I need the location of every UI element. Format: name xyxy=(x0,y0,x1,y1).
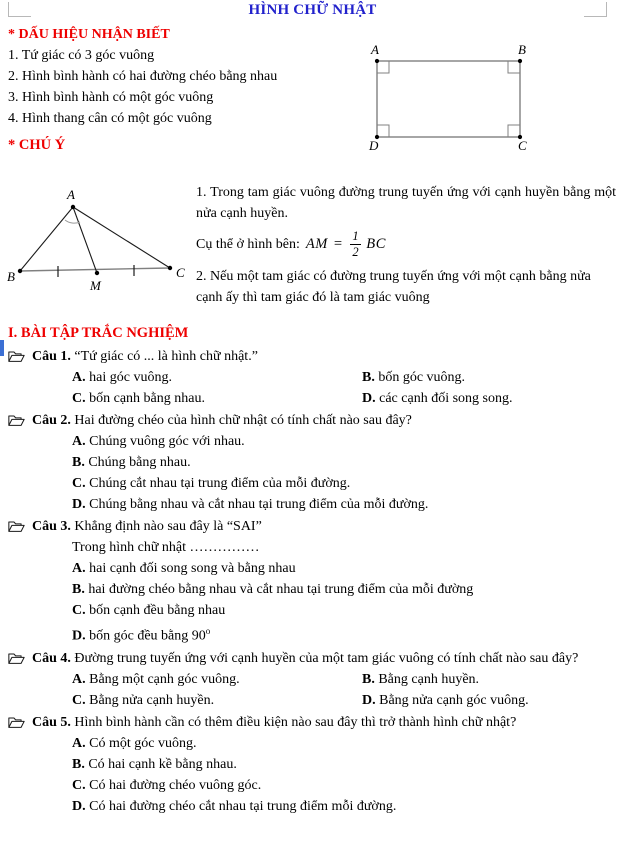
sign-item-4: 4. Hình thang cân có một góc vuông xyxy=(8,111,212,126)
answer-option-a[interactable] xyxy=(72,558,620,579)
note-item-1: 1. Trong tam giác vuông đường trung tuyến ứng với cạnh huyền bằng một nửa cạnh huyền. xyxy=(196,185,616,221)
question-block xyxy=(8,712,620,817)
option-text: Bằng một cạnh góc vuông. xyxy=(85,671,240,687)
option-letter: A. xyxy=(72,561,86,576)
option-letter: D. xyxy=(72,798,86,814)
answer-option-b[interactable] xyxy=(72,754,620,775)
answer-option-a[interactable] xyxy=(72,669,346,690)
option-text: hai đường chéo bằng nhau và cắt nhau tại trung điểm của mỗi đường xyxy=(84,582,474,597)
question-stem xyxy=(8,346,620,367)
question-text: Khẳng định nào sau đây là “SAI” xyxy=(70,519,262,534)
option-letter: A. xyxy=(72,735,86,751)
option-text: Chúng vuông góc với nhau. xyxy=(85,434,245,449)
option-text: Chúng cắt nhau tại trung điểm của mỗi đường. xyxy=(85,476,351,491)
question-label: Câu 3. xyxy=(32,519,71,534)
answer-options xyxy=(8,431,620,515)
option-text: hai góc vuông. xyxy=(85,370,172,385)
option-letter: D. xyxy=(362,692,376,708)
answer-option-c[interactable] xyxy=(72,775,620,796)
formula-right-term: BC xyxy=(366,235,386,252)
question-stem xyxy=(8,648,620,669)
questions-list xyxy=(8,346,620,817)
answer-option-a[interactable] xyxy=(72,431,620,452)
option-text: các cạnh đối song song. xyxy=(375,391,513,406)
answer-option-b[interactable] xyxy=(346,367,620,388)
svg-text:B: B xyxy=(7,269,15,284)
question-label: Câu 2. xyxy=(32,413,71,428)
svg-text:M: M xyxy=(90,278,101,293)
question-block xyxy=(8,410,620,515)
quiz-section xyxy=(8,325,620,818)
formula-fraction-one-half xyxy=(350,230,361,258)
sign-item-3: 3. Hình bình hành có một góc vuông xyxy=(8,90,214,105)
question-stem xyxy=(8,410,620,431)
option-letter: C. xyxy=(72,391,86,406)
answer-option-a[interactable] xyxy=(72,733,620,754)
question-label: Câu 4. xyxy=(32,650,71,666)
option-letter: A. xyxy=(72,370,86,385)
option-superscript: o xyxy=(205,626,211,636)
answer-option-b[interactable] xyxy=(72,452,620,473)
option-text: bốn cạnh bằng nhau. xyxy=(85,391,205,406)
option-letter: B. xyxy=(362,370,375,385)
option-text: Bằng cạnh huyền. xyxy=(374,671,480,687)
question-stem xyxy=(8,516,620,537)
svg-text:D: D xyxy=(369,138,379,150)
answer-option-b[interactable] xyxy=(346,669,620,690)
option-letter: A. xyxy=(72,671,86,687)
folder-icon xyxy=(8,413,25,426)
answer-option-a[interactable] xyxy=(72,367,346,388)
option-text: Có hai đường chéo cắt nhau tại trung điểm mỗi đường. xyxy=(85,798,397,814)
answer-option-d[interactable] xyxy=(72,796,620,817)
sign-item-2: 2. Hình bình hành có hai đường chéo bằng nhau xyxy=(8,69,278,84)
option-text: bốn góc vuông. xyxy=(374,370,466,385)
svg-text:A: A xyxy=(371,42,379,57)
formula-prefix: Cụ thể ở hình bên: xyxy=(196,236,300,252)
option-text: Bằng nửa cạnh góc vuông. xyxy=(375,692,529,708)
question-label: Câu 1. xyxy=(32,349,71,364)
option-letter: B. xyxy=(72,582,85,597)
option-text: Có một góc vuông. xyxy=(85,735,197,751)
option-letter: C. xyxy=(72,777,86,793)
option-letter: A. xyxy=(72,434,86,449)
option-text: Có hai đường chéo vuông góc. xyxy=(85,777,262,793)
recognition-signs-heading: * DẤU HIỆU NHẬN BIẾT xyxy=(8,27,170,42)
question-text: Đường trung tuyến ứng với cạnh huyền của một tam giác vuông có tính chất nào sau đây? xyxy=(70,650,579,666)
formula-left-term: AM xyxy=(305,235,328,252)
question-block xyxy=(8,516,620,647)
answer-option-d[interactable] xyxy=(346,388,620,409)
question-block xyxy=(8,648,620,711)
answer-option-c[interactable] xyxy=(72,388,346,409)
option-letter: C. xyxy=(72,692,86,708)
question-block xyxy=(8,346,620,409)
option-text: Bằng nửa cạnh huyền. xyxy=(85,692,215,708)
option-letter: C. xyxy=(72,476,86,491)
option-letter: D. xyxy=(362,391,376,406)
question-text: “Tứ giác có ... là hình chữ nhật.” xyxy=(70,349,258,364)
option-text: Chúng bằng nhau. xyxy=(84,455,191,470)
option-letter: B. xyxy=(362,671,375,687)
answer-option-d[interactable] xyxy=(346,690,620,711)
question-text: Hình bình hành cần có thêm điều kiện nào sau đây thì trở thành hình chữ nhật? xyxy=(70,714,517,730)
option-text: bốn cạnh đều bằng nhau xyxy=(85,603,226,618)
option-letter: C. xyxy=(72,603,86,618)
answer-option-b[interactable] xyxy=(72,579,620,600)
svg-text:C: C xyxy=(176,265,185,280)
folder-icon xyxy=(8,349,25,362)
option-text: Chúng bằng nhau và cắt nhau tại trung điểm của mỗi đường. xyxy=(85,497,429,512)
question-text: Hai đường chéo của hình chữ nhật có tính chất nào sau đây? xyxy=(70,413,412,428)
left-edge-cursor-marker xyxy=(0,340,4,356)
answer-option-c[interactable] xyxy=(72,473,620,494)
folder-icon xyxy=(8,651,25,664)
option-letter: B. xyxy=(72,756,85,772)
option-text: Có hai cạnh kề bằng nhau. xyxy=(84,756,237,772)
note-item-2: 2. Nếu một tam giác có đường trung tuyến ứng với một cạnh bằng nửa cạnh ấy thì tam giác đó là tam giác vuông xyxy=(196,269,591,305)
option-text: hai cạnh đối song song và bằng nhau xyxy=(85,561,296,576)
option-text: bốn góc đều bằng 90 xyxy=(85,628,206,644)
option-letter: D. xyxy=(72,497,86,512)
sign-item-1: 1. Tứ giác có 3 góc vuông xyxy=(8,48,155,63)
answer-option-c[interactable] xyxy=(72,600,620,621)
fraction-numerator: 1 xyxy=(352,229,360,243)
question-label: Câu 5. xyxy=(32,714,71,730)
answer-options xyxy=(8,733,620,817)
answer-options xyxy=(8,669,620,711)
folder-icon xyxy=(8,715,25,728)
formula-equals-sign: = xyxy=(332,235,344,252)
note-heading: * CHÚ Ý xyxy=(8,137,66,153)
recognition-signs-block xyxy=(8,24,358,129)
figure-triangle-abc-median xyxy=(4,182,194,297)
answer-options xyxy=(8,558,620,647)
figure-rectangle-abcd xyxy=(360,38,550,150)
question-stem xyxy=(8,712,620,733)
question-sub-stem: Trong hình chữ nhật …………… xyxy=(72,540,260,555)
folder-icon xyxy=(8,519,25,532)
note-formula-line xyxy=(196,230,616,258)
page-title: HÌNH CHỮ NHẬT xyxy=(248,2,377,18)
answer-options xyxy=(8,367,620,409)
quiz-section-title: I. BÀI TẬP TRẮC NGHIỆM xyxy=(8,325,189,341)
answer-option-c[interactable] xyxy=(72,690,346,711)
svg-text:C: C xyxy=(518,138,527,150)
option-letter: B. xyxy=(72,455,85,470)
svg-text:B: B xyxy=(518,42,526,57)
answer-option-d[interactable] xyxy=(72,494,620,515)
fraction-denominator: 2 xyxy=(352,244,360,259)
answer-option-d[interactable] xyxy=(72,621,620,647)
note-text-block xyxy=(196,182,616,314)
svg-text:A: A xyxy=(67,187,75,202)
option-letter: D. xyxy=(72,628,86,644)
